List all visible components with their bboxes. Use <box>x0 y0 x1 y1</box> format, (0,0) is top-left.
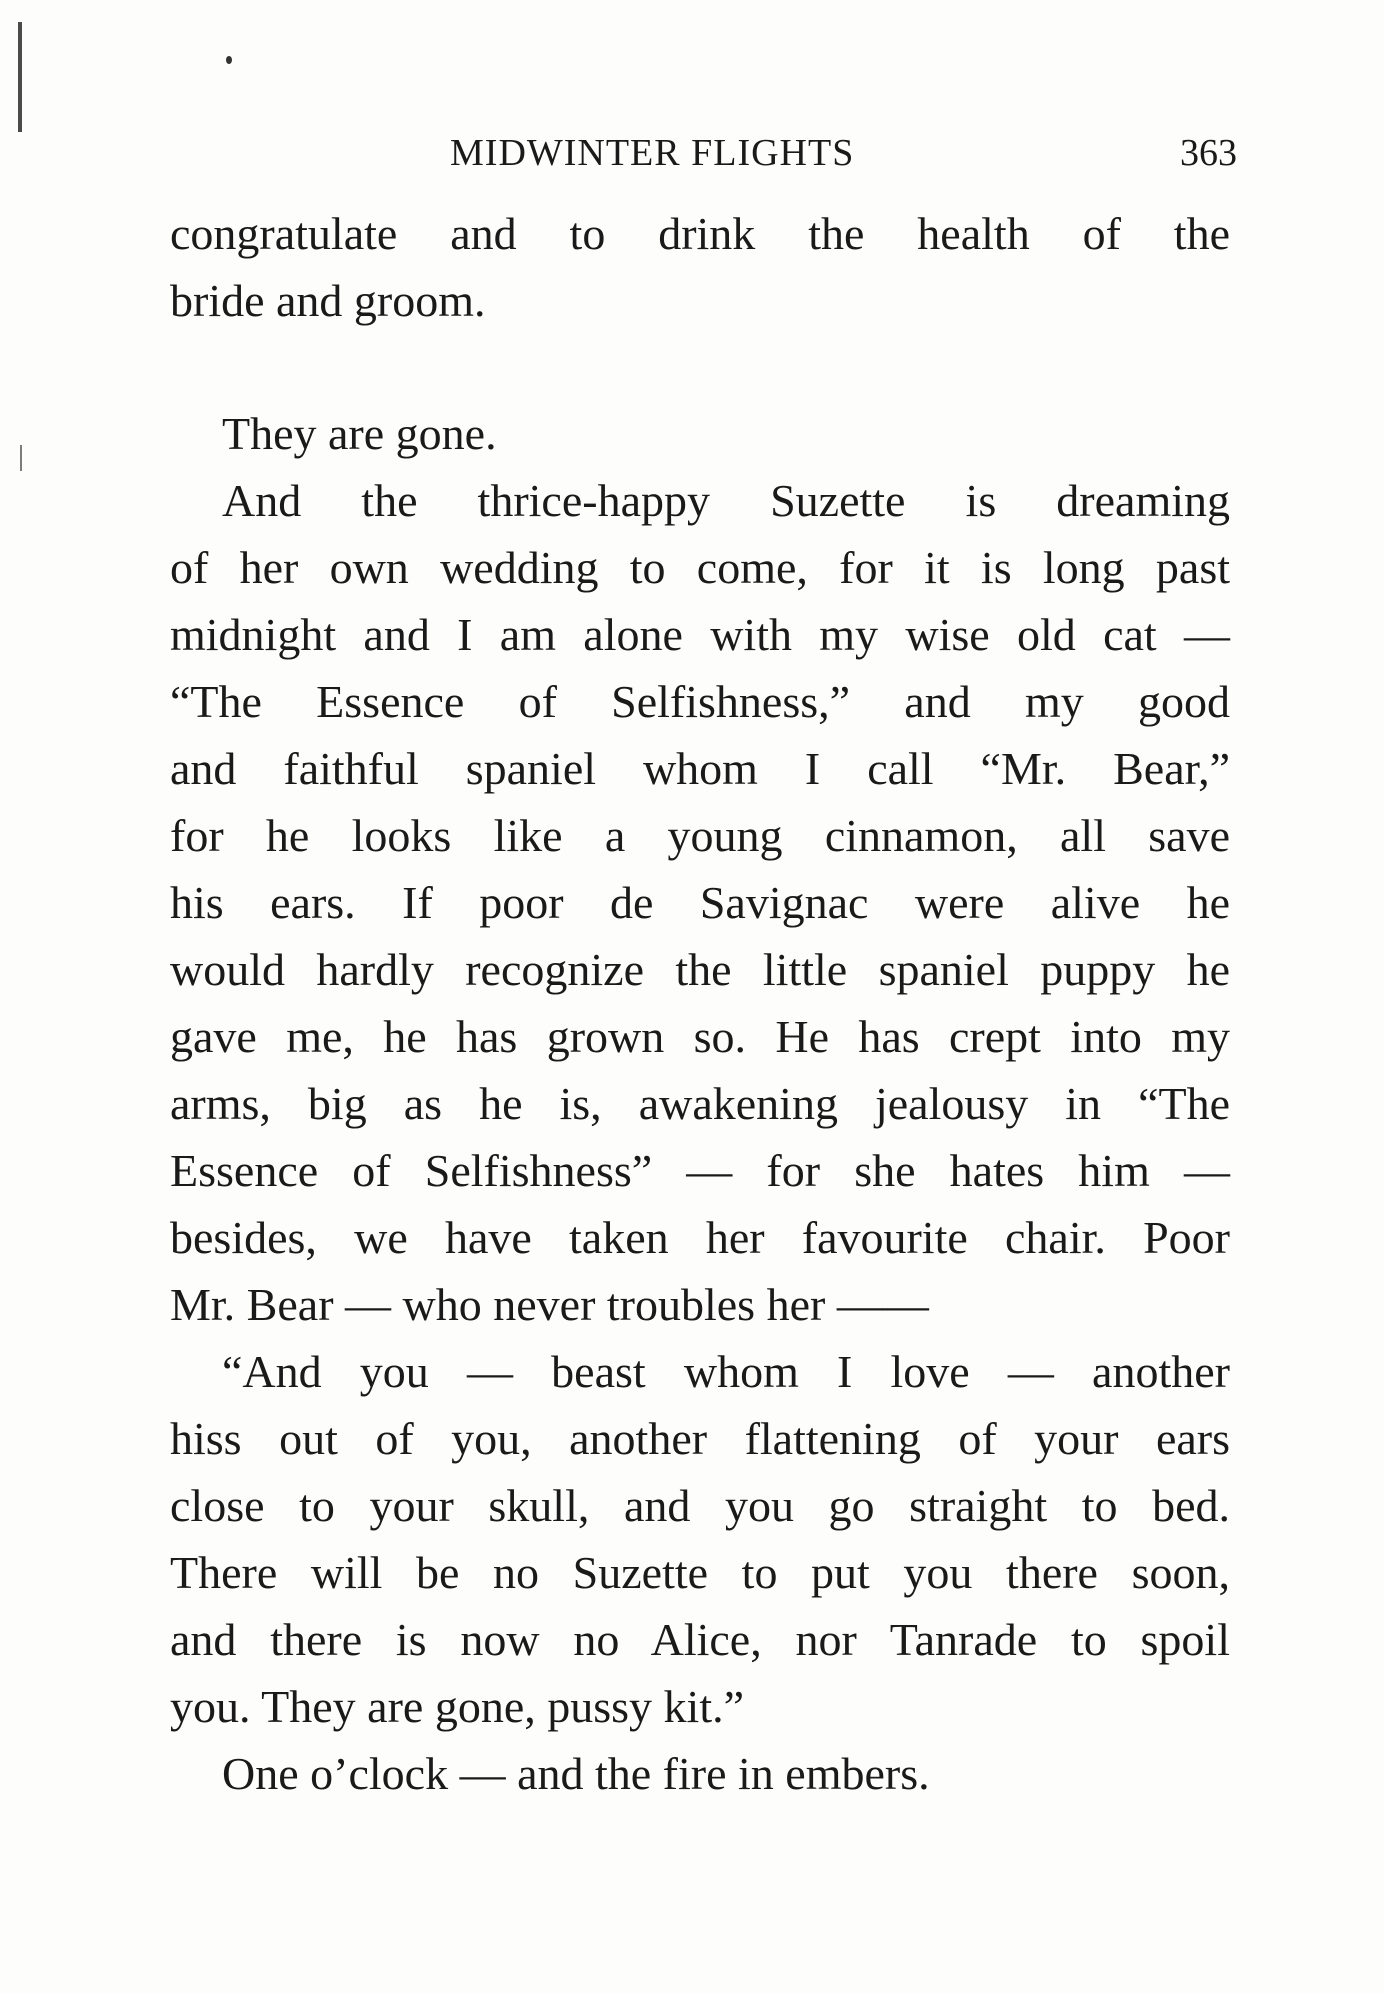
text-line: his ears. If poor de Savignac were alive he <box>170 877 1230 928</box>
page-number: 363 <box>1180 132 1237 174</box>
text-line: congratulate and to drink the health of the <box>170 208 1230 259</box>
text-line: “And you — beast whom I love — another <box>222 1346 1230 1397</box>
text-line: besides, we have taken her favourite chair. Poor <box>170 1212 1230 1263</box>
text-line: you. They are gone, pussy kit.” <box>170 1681 745 1732</box>
text-line: of her own wedding to come, for it is long past <box>170 542 1230 593</box>
text-line: gave me, he has grown so. He has crept into my <box>170 1011 1230 1062</box>
text-line: One o’clock — and the fire in embers. <box>222 1748 930 1799</box>
scan-margin-mark <box>20 445 22 471</box>
text-line: for he looks like a young cinnamon, all save <box>170 810 1230 861</box>
text-line: bride and groom. <box>170 275 486 326</box>
text-line: And the thrice-happy Suzette is dreaming <box>222 475 1230 526</box>
running-header <box>0 128 1384 178</box>
scan-speck <box>226 56 232 64</box>
body-text <box>170 200 1230 1807</box>
text-line: midnight and I am alone with my wise old cat — <box>170 609 1230 660</box>
text-line: would hardly recognize the little spaniel puppy he <box>170 944 1230 995</box>
text-line: There will be no Suzette to put you there soon, <box>170 1547 1230 1598</box>
text-line: and there is now no Alice, nor Tanrade to spoil <box>170 1614 1230 1665</box>
scan-margin-mark <box>18 22 22 132</box>
text-line: “The Essence of Selfishness,” and my good <box>170 676 1230 727</box>
text-line: They are gone. <box>222 408 497 459</box>
text-line: Mr. Bear — who never troubles her —— <box>170 1279 929 1330</box>
text-line: close to your skull, and you go straight to bed. <box>170 1480 1230 1531</box>
running-title: MIDWINTER FLIGHTS <box>450 132 855 174</box>
text-line: and faithful spaniel whom I call “Mr. Bear,” <box>170 743 1230 794</box>
text-line: arms, big as he is, awakening jealousy in “The <box>170 1078 1230 1129</box>
text-line: hiss out of you, another flattening of your ears <box>170 1413 1230 1464</box>
text-line: Essence of Selfishness” — for she hates him — <box>170 1145 1230 1196</box>
paragraph-gap <box>170 334 1230 400</box>
